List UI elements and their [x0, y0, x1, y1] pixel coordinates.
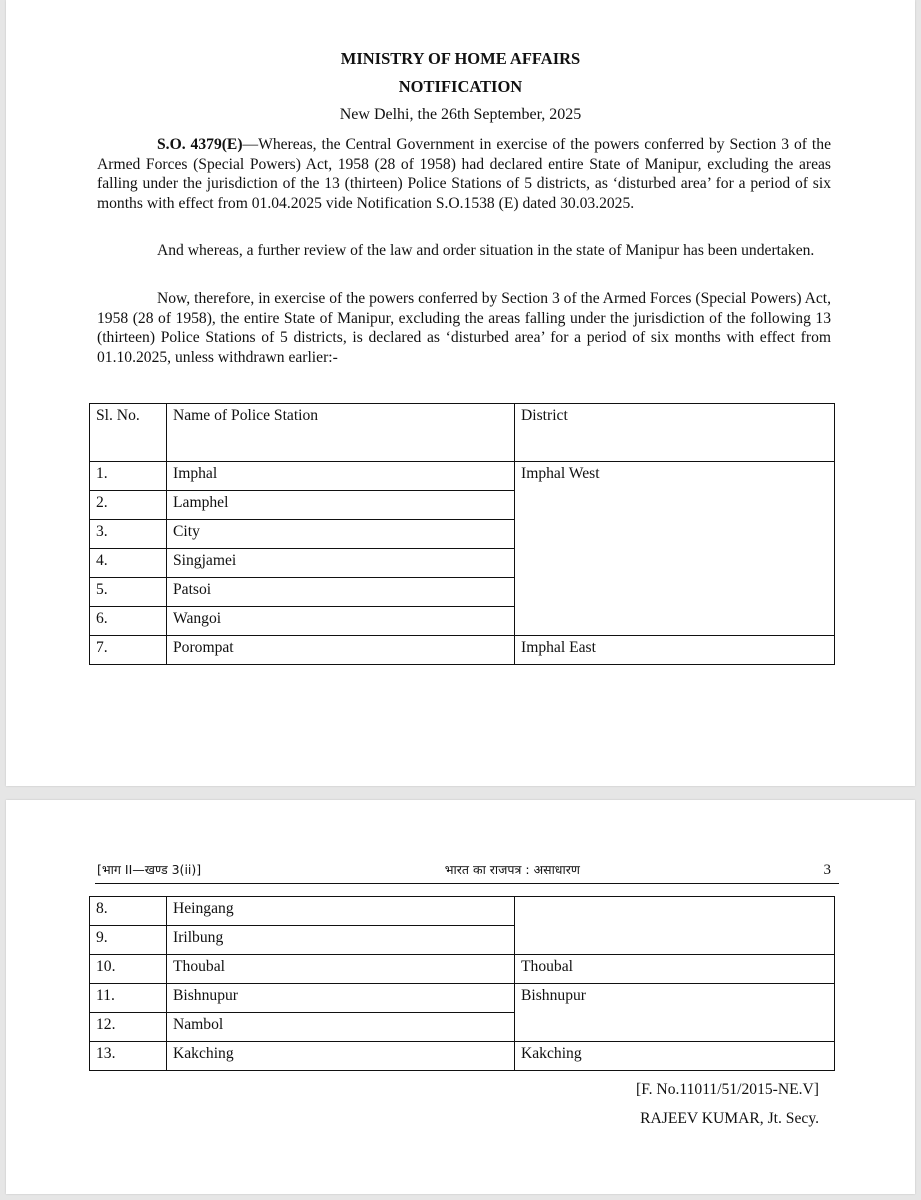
header-district: District — [515, 404, 835, 462]
row-district: Bishnupur — [515, 984, 835, 1042]
paragraph-one-text: —Whereas, the Central Government in exercise of the powers conferred by Section 3 of the Armed Forces (Special Powers) Act, 1958 (28 of 1958) had declared entire State of Manipur, excluding the areas falling under the jurisdiction of the 13 (thirteen) Police Stations of 5 districts, as ‘disturbed area’ for a period of six months with effect from 01.04.2025 vide Notification S.O.1538 (E) dated 30.03.2025. — [97, 136, 831, 212]
ministry-heading: MINISTRY OF HOME AFFAIRS — [340, 49, 581, 68]
row-sl: 6. — [90, 607, 167, 636]
file-number: [F. No.11011/51/2015-NE.V] — [636, 1081, 819, 1098]
row-district: Imphal East — [515, 636, 835, 665]
paragraph-two: And whereas, a further review of the law and order situation in the state of Manipur has been undertaken. — [157, 242, 815, 259]
row-district: Imphal West — [515, 462, 835, 636]
so-number: S.O. 4379(E) — [157, 136, 243, 153]
row-station: Singjamei — [167, 549, 515, 578]
row-sl: 5. — [90, 578, 167, 607]
row-sl: 2. — [90, 491, 167, 520]
row-sl: 8. — [90, 897, 167, 926]
paragraph-one — [97, 135, 831, 213]
row-sl: 13. — [90, 1042, 167, 1071]
row-sl: 9. — [90, 926, 167, 955]
row-station: Irilbung — [167, 926, 515, 955]
row-sl: 11. — [90, 984, 167, 1013]
notification-title: NOTIFICATION — [398, 77, 523, 96]
row-district: Kakching — [515, 1042, 835, 1071]
row-station: Imphal — [167, 462, 515, 491]
page-number: 3 — [823, 862, 831, 878]
row-station: Kakching — [167, 1042, 515, 1071]
paragraph-three: Now, therefore, in exercise of the powers conferred by Section 3 of the Armed Forces (Special Powers) Act, 1958 (28 of 1958), the entire State of Manipur, excluding the areas falling under the jurisdiction of the following 13 (thirteen) Police Stations of 5 districts, is declared as ‘disturbed area’ for a period of six months with effect from 01.10.2025, unless withdrawn earlier:- — [97, 290, 831, 366]
row-sl: 10. — [90, 955, 167, 984]
table-row — [90, 984, 835, 1013]
running-header-section: [भाग II—खण्ड 3(ii)] — [97, 862, 202, 877]
row-sl: 1. — [90, 462, 167, 491]
table-row — [90, 955, 835, 984]
dateline: New Delhi, the 26th September, 2025 — [339, 106, 582, 123]
row-station: Porompat — [167, 636, 515, 665]
page-one — [6, 0, 915, 786]
row-station: Nambol — [167, 1013, 515, 1042]
row-station: Thoubal — [167, 955, 515, 984]
row-district — [515, 897, 835, 955]
row-station: Heingang — [167, 897, 515, 926]
police-station-table-part-two — [89, 896, 835, 1071]
header-sl-no: Sl. No. — [90, 404, 167, 462]
row-district: Thoubal — [515, 955, 835, 984]
table-row — [90, 1042, 835, 1071]
row-sl: 4. — [90, 549, 167, 578]
header-police-station: Name of Police Station — [167, 404, 515, 462]
row-station: Patsoi — [167, 578, 515, 607]
page-two — [6, 800, 915, 1194]
police-station-table-part-one — [89, 403, 835, 665]
table-header-row — [90, 404, 835, 462]
row-sl: 12. — [90, 1013, 167, 1042]
row-station: Lamphel — [167, 491, 515, 520]
row-sl: 3. — [90, 520, 167, 549]
row-station: Wangoi — [167, 607, 515, 636]
running-header — [97, 861, 831, 879]
running-header-gazette: भारत का राजपत्र : असाधारण — [444, 862, 580, 877]
table-row — [90, 636, 835, 665]
signatory: RAJEEV KUMAR, Jt. Secy. — [640, 1110, 819, 1127]
header-rule — [95, 883, 839, 884]
table-row — [90, 462, 835, 491]
table-row — [90, 897, 835, 926]
row-sl: 7. — [90, 636, 167, 665]
row-station: Bishnupur — [167, 984, 515, 1013]
row-station: City — [167, 520, 515, 549]
